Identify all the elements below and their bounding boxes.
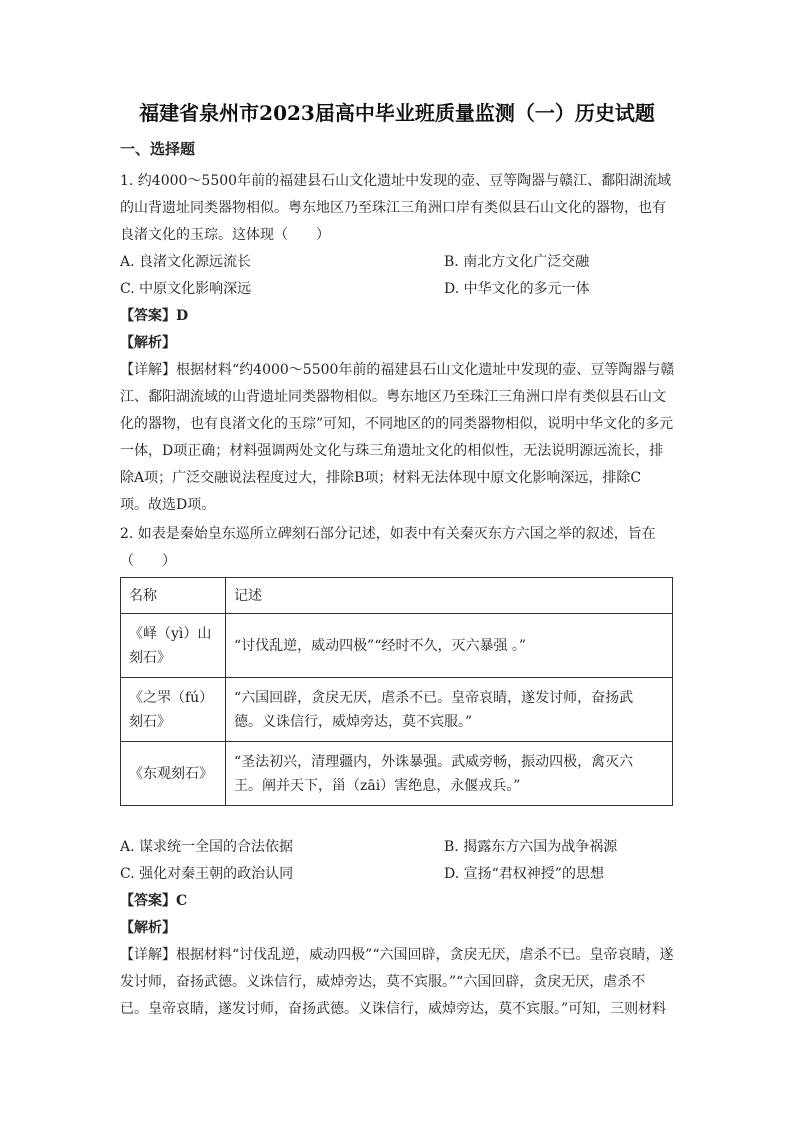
q2-detail-line: 已。皇帝哀睛，遂发讨师，奋扬武德。义诛信行，威焯旁达，莫不宾服。”可知，三则材料 <box>120 1001 667 1017</box>
table-header-cell: 名称 <box>121 578 226 614</box>
q1-option-a: A. 良渚文化源远流长 <box>120 254 252 270</box>
table-cell-name: 《东观刻石》 <box>121 742 226 806</box>
q2-stem-line: 2. 如表是秦始皇东巡所立碑刻石部分记述，如表中有关秦灭东方六国之举的叙述，旨在 <box>120 526 656 542</box>
q1-detail-line: 【详解】根据材料“约4000～5500年前的福建县石山文化遗址中发现的壶、豆等陶器与赣 <box>120 362 675 378</box>
q2-answer: 【答案】C <box>120 893 188 909</box>
q2-option-d: D. 宣扬“君权神授”的思想 <box>444 866 604 882</box>
q2-option-b: B. 揭露东方六国为战争祸源 <box>444 839 618 855</box>
q1-option-b: B. 南北方文化广泛交融 <box>444 254 590 270</box>
table-row <box>121 678 673 742</box>
table-cell-text: “讨伐乱逆，威动四极”“经时不久，灭六暴强 。” <box>226 614 673 678</box>
table-header-row <box>121 578 673 614</box>
q2-analysis-label: 【解析】 <box>120 920 176 936</box>
table-row <box>121 742 673 806</box>
q1-detail-line: 化的器物，也有良渚文化的玉琮”可知，不同地区的的同类器物相似，说明中华文化的多元 <box>120 416 674 432</box>
table-row <box>121 614 673 678</box>
table-cell-name: 《峄（yì）山 刻石》 <box>121 614 226 678</box>
q1-analysis-label: 【解析】 <box>120 335 176 351</box>
q1-option-d: D. 中华文化的多元一体 <box>444 281 590 297</box>
table-cell-text: “圣法初兴，清理疆内，外诛暴强。武威旁畅，振动四极，禽灭六 王。阐并天下，甾（zāi）害绝息，永偃戎兵。” <box>226 742 673 806</box>
q2-detail-line: 【详解】根据材料“讨伐乱逆，威动四极”“六国回辟，贪戾无厌，虐杀不已。皇帝哀睛，遂 <box>120 947 674 963</box>
table-cell-name: 《之罘（fú） 刻石》 <box>121 678 226 742</box>
q1-detail-line: 一体，D项正确；材料强调两处文化与珠三角遗址文化的相似性，无法说明源远流长，排 <box>120 443 664 459</box>
q1-stem-line: 1. 约4000～5500年前的福建县石山文化遗址中发现的壶、豆等陶器与赣江、鄱阳湖流域 <box>120 173 672 189</box>
q2-stem-line: （ ） <box>120 553 176 569</box>
q1-detail-line: 江、鄱阳湖流域的山背遗址同类器物相似。粤东地区乃至珠江三角洲口岸有类似县石山文 <box>120 389 666 405</box>
document-title: 福建省泉州市2023届高中毕业班质量监测（一）历史试题 <box>139 101 655 125</box>
q2-detail-line: 发讨师，奋扬武德。义诛信行，威焯旁达，莫不宾服。”“六国回辟，贪戾无厌，虐杀不 <box>120 974 646 990</box>
q1-answer: 【答案】D <box>120 308 189 324</box>
q1-detail-line: 项。故选D项。 <box>120 497 216 513</box>
q1-detail-line: 除A项；广泛交融说法程度过大，排除B项；材料无法体现中原文化影响深远，排除C <box>120 470 642 486</box>
inscription-table <box>120 577 673 806</box>
q1-stem-line: 良渚文化的玉琮。这体现（ ） <box>120 227 330 243</box>
q1-option-c: C. 中原文化影响深远 <box>120 281 252 297</box>
q1-stem-line: 的山背遗址同类器物相似。粤东地区乃至珠江三角洲口岸有类似县石山文化的器物，也有 <box>120 200 666 216</box>
table-cell-text: “六国回辟，贪戾无厌，虐杀不已。皇帝哀睛，遂发讨师，奋扬武 德。义诛信行，威焯旁达，莫不宾服。” <box>226 678 673 742</box>
section-heading: 一、选择题 <box>120 140 196 158</box>
q2-option-c: C. 强化对秦王朝的政治认同 <box>120 866 294 882</box>
table-header-cell: 记述 <box>226 578 673 614</box>
q2-option-a: A. 谋求统一全国的合法依据 <box>120 839 294 855</box>
